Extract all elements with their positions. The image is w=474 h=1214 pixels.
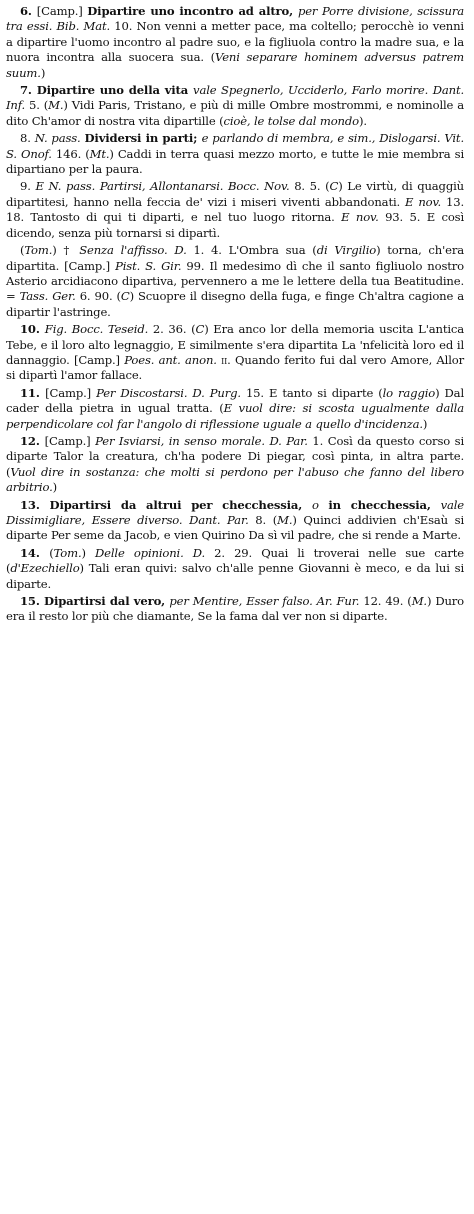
entry-text: ) Duro era il resto lor più che diamante, Se la fama dal ver non si diparte. (6, 594, 465, 624)
entry-text: [Camp.] (36, 4, 88, 18)
entry-text: ) (81, 545, 96, 560)
entry-7 (6, 83, 464, 129)
entry-text: Veni separare hominem adversus patrem suum. (6, 50, 464, 80)
entry-text: d'Ezechiello (10, 561, 80, 576)
entry-text: E N. pass. Partirsi, Allontanarsi. Bocc. Nov. (35, 179, 295, 194)
entry-text: 11. (20, 385, 46, 400)
entry-text: ) Caddi in terra quasi mezzo morto, e tutte le mie membra si dipartiano per la paura. (6, 146, 464, 177)
entry-text: 8. 5. ( (294, 179, 330, 194)
entry-text: 6. 90. ( (79, 289, 121, 304)
entry-text: 15. E tanto si diparte ( (245, 385, 383, 400)
entry-text: Mt. (89, 146, 110, 161)
entry-text: M. (277, 513, 293, 527)
entry-text: E nov. (405, 194, 446, 209)
entry-text: 8. (20, 131, 35, 146)
entry-text: N. pass. (34, 131, 85, 146)
entry-text: cioè, le tolse dal mondo (223, 113, 359, 128)
entry-text: lo raggio (382, 385, 436, 400)
entry-text: ) (422, 416, 428, 431)
entry-text: ) (52, 480, 57, 495)
entry-text: E nov. (341, 210, 386, 225)
entry-text: ) torna, ch'era dipartita. [Camp.] (6, 243, 464, 273)
entry-text: M. (411, 594, 427, 609)
entry-text: Delle opinioni. D. (95, 545, 215, 560)
entry-text: ) Quinci addivien ch'Esaù si diparte Per seme da Jacob, e vien Quirino Da sì vil padre, che si rende a Marte. (6, 513, 465, 543)
entry-text: ). (358, 113, 367, 128)
entry-text: Per Isviarsi, in senso morale. D. Par. (95, 433, 313, 448)
entry-8 (6, 131, 464, 177)
entry-text: ( (20, 243, 25, 258)
entry-text: Senza l'affisso. D. (79, 243, 194, 258)
entry-10 (6, 322, 464, 384)
entry-text: e parlando di membra, e sim., Dislogarsi. Vit. S. Onof. (6, 131, 464, 161)
entry-text: 146. ( (55, 146, 90, 161)
entry-text: Fig. Bocc. Teseid. (44, 322, 153, 337)
entry-text: 12. 49. ( (363, 594, 412, 609)
entry-13 (6, 498, 464, 544)
entry-text: C (195, 322, 205, 337)
entry-15 (6, 594, 464, 625)
entry-text: ) Era anco lor della memoria uscita L'antica Tebe, e il loro alto legnaggio, E similmente s'era dipartita La 'nfelicità loro ed il dannaggio. [Camp.] (6, 322, 464, 367)
entry-11 (6, 386, 464, 432)
entry-text: 99. Il medesimo dì che il santo figliuolo nostro Asterio arcidiacono dipartiva, pervennero a me le lettere della tua Beatitudine. = (6, 258, 464, 304)
entry-9b (6, 243, 464, 320)
entry-text: 13. 18. Tantosto di qui ti diparti, e nel tuo luogo ritorna. (6, 194, 464, 225)
entry-text: 7. Dipartire uno della vita (20, 83, 194, 98)
entry-text: 13. Dipartirsi da altrui per checchessia, (20, 497, 313, 512)
entry-text: 2. 36. ( (152, 322, 196, 337)
entry-text: 12. (20, 433, 45, 448)
entry-text: ) Le virtù, di quaggiù dipartitesi, hanno nella feccia de' vizi i miseri viventi abbandonati. (6, 179, 464, 209)
entry-12 (6, 434, 464, 496)
entry-text: ii. (221, 352, 231, 367)
entry-text: 9. (20, 179, 36, 194)
entry-text: E vuol dire: si scosta ugualmente dalla perpendicolare col far l'angolo di riflessione uguale a quello d'incidenza. (6, 401, 464, 431)
entry-text: Poes. ant. anon. (124, 352, 222, 367)
entry-text: Tom. (24, 243, 53, 258)
entry-text: 6. (20, 4, 37, 18)
entry-text: in checchessia, (328, 497, 441, 512)
entry-text: per Mentire, Esser falso. Ar. Fur. (169, 594, 364, 609)
entry-text: Per Discostarsi. D. Purg. (96, 385, 246, 400)
entry-text: 2. 29. Quai li troverai nelle sue carte ( (6, 545, 464, 576)
entry-6 (6, 4, 464, 81)
entry-9 (6, 179, 464, 241)
entry-text: 8. ( (255, 513, 278, 527)
entry-text: ) (40, 65, 46, 80)
entry-text: ) Scuopre il disegno della fuga, e finge Ch'altra cagione a dipartir l'astringe. (6, 289, 464, 319)
entry-text: C (120, 289, 130, 304)
entry-text: Dipartire uno incontro ad altro, (87, 4, 298, 18)
entry-text: vale Dissimigliare, Essere diverso. Dant. Par. (6, 497, 464, 527)
entry-14 (6, 546, 464, 592)
entry-text: 10. (20, 322, 45, 337)
entry-text: 15. Dipartirsi dal vero, (20, 594, 170, 609)
entry-text: C (329, 179, 339, 194)
entry-text: ) Tali eran quivi: salvo ch'alle penne Giovanni è meco, e da lui si diparte. (6, 561, 464, 591)
entry-text: ) † (52, 243, 80, 258)
entry-text: o (312, 497, 329, 512)
entry-text: Pist. S. Gir. (115, 258, 187, 273)
entry-text: 14. (20, 545, 50, 560)
entry-text: M. (48, 98, 64, 113)
entry-text: ( (49, 545, 54, 560)
entry-text: 10. Non venni a metter pace, ma coltello; perocchè io venni a dipartire l'uomo incontro al padre suo, e la figliuola contro la madre sua, e la nuora incontra alla suocera sua. ( (6, 19, 464, 65)
entry-text: vale Spegnerlo, Ucciderlo, Farlo morire. Dant. Inf. (6, 83, 465, 113)
entry-text: 1. 4. L'Ombra sua ( (193, 243, 317, 258)
entry-text: Tom. (53, 545, 82, 560)
entry-text: 93. 5. E così dicendo, senza più tornarsi si dipartì. (6, 210, 465, 240)
entry-text: Dividersi in parti; (84, 131, 202, 146)
entry-text: [Camp.] (45, 385, 97, 400)
entry-text: di Virgilio (316, 243, 377, 258)
entry-text: Tass. Ger. (19, 289, 80, 304)
entry-text: 5. ( (29, 98, 49, 113)
entry-text: 1. Così da questo corso si diparte Talor la creatura, ch'ha podere Di piegar, così pinta, in altra parte. ( (6, 433, 465, 479)
entry-text: per Porre divisione, scissura tra essi. Bib. Mat. (6, 4, 464, 34)
entry-text: [Camp.] (44, 433, 96, 448)
entry-text: ) Vidi Paris, Tristano, e più di mille Ombre mostrommi, e nominolle a dito Ch'amor di nostra vita dipartille ( (6, 98, 465, 128)
entry-text: ) Dal cader della pietra in ugual tratta. ( (6, 385, 465, 416)
entry-text: Quando ferito fui dal vero Amore, Allor si dipartì l'amor fallace. (6, 352, 464, 383)
entry-text: Vuol dire in sostanza: che molti si perdono per l'abuso che fanno del libero arbitrio. (6, 464, 464, 495)
